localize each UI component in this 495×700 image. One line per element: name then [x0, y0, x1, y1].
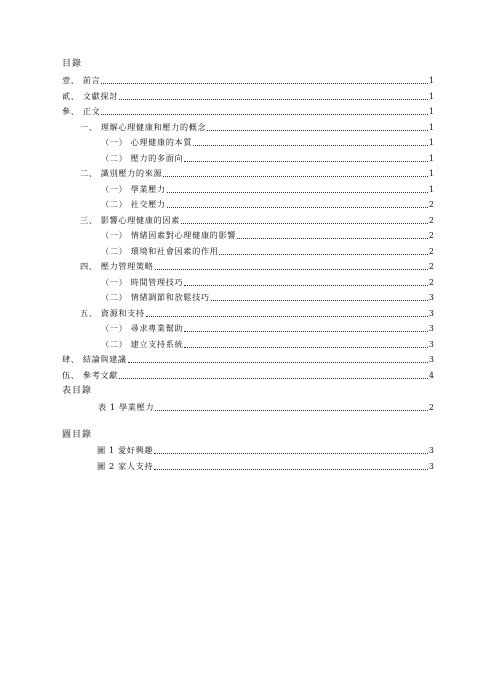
page-number: 3	[428, 355, 434, 364]
page-number: 1	[428, 169, 434, 178]
page-number: 1	[428, 92, 434, 101]
page-number: 3	[428, 309, 434, 318]
entry-title: （一） 時間管理技巧	[101, 277, 184, 287]
toc-entry[interactable]	[80, 168, 434, 179]
toc-entry[interactable]	[80, 308, 434, 319]
page-number: 3	[428, 340, 434, 349]
dot-leader	[128, 362, 428, 363]
toc-entry[interactable]	[101, 323, 434, 334]
page-number: 2	[428, 231, 434, 240]
dot-leader	[119, 378, 428, 379]
entry-title: 五、 資源和支持	[80, 308, 145, 318]
toc-entry[interactable]	[101, 230, 434, 241]
page-number: 1	[428, 76, 434, 85]
page-number: 2	[428, 262, 434, 271]
page-number: 2	[428, 247, 434, 256]
entry-title: （二） 壓力的多面向	[101, 153, 184, 163]
toc-entry[interactable]	[101, 199, 434, 210]
toc-entry[interactable]	[62, 91, 434, 102]
page-number: 3	[428, 293, 434, 302]
toc-entry[interactable]	[80, 261, 434, 272]
dot-leader	[155, 410, 428, 411]
page-number: 1	[428, 123, 434, 132]
entry-title: 肆、 結論與建議	[62, 354, 127, 364]
entry-title: 伍、 參考文獻	[62, 370, 118, 380]
dot-leader	[181, 223, 428, 224]
toc-entry[interactable]	[101, 184, 434, 195]
entry-title: （二） 環境和社會因素的作用	[101, 246, 219, 256]
toc-entry[interactable]	[101, 246, 434, 257]
toc-entry[interactable]	[62, 106, 434, 117]
dot-leader	[154, 453, 428, 454]
page-number: 3	[428, 462, 434, 471]
page-number: 2	[428, 403, 434, 412]
dot-leader	[184, 161, 428, 162]
dot-leader	[154, 469, 428, 470]
figure-list-entry[interactable]	[97, 445, 434, 456]
figure-list-heading: 圖目錄	[62, 430, 93, 440]
dot-leader	[119, 99, 428, 100]
page-number: 1	[428, 138, 434, 147]
entry-title: （二） 情緒調節和放鬆技巧	[101, 292, 210, 302]
toc-entry[interactable]	[101, 292, 434, 303]
entry-title: （一） 學業壓力	[101, 184, 166, 194]
entry-title: （一） 情緒因素對心理健康的影響	[101, 230, 237, 240]
dot-leader	[207, 130, 428, 131]
toc-entry[interactable]	[101, 137, 434, 148]
page-number: 1	[428, 185, 434, 194]
dot-leader	[163, 176, 428, 177]
dot-leader	[167, 207, 428, 208]
entry-title: 二、 識別壓力的來源	[80, 168, 163, 178]
entry-title: 貳、 文獻探討	[62, 91, 118, 101]
page-number: 3	[428, 446, 434, 455]
dot-leader	[101, 83, 428, 84]
entry-title: 圖 2 家人支持	[97, 461, 154, 471]
entry-title: 參、 正文	[62, 106, 101, 116]
entry-title: （一） 尋求專業幫助	[101, 323, 184, 333]
page-number: 2	[428, 200, 434, 209]
table-list-entry[interactable]	[98, 402, 434, 413]
page-number: 1	[428, 154, 434, 163]
page-number: 3	[428, 324, 434, 333]
page-number: 1	[428, 107, 434, 116]
toc-entry[interactable]	[62, 354, 434, 365]
dot-leader	[237, 238, 428, 239]
dot-leader	[211, 300, 428, 301]
entry-title: 圖 1 愛好興趣	[97, 445, 154, 455]
toc-entry[interactable]	[80, 215, 434, 226]
dot-leader	[167, 192, 428, 193]
entry-title: 四、 壓力管理策略	[80, 261, 154, 271]
toc-entry[interactable]	[101, 277, 434, 288]
toc-entry[interactable]	[62, 370, 434, 381]
entry-title: （一） 心理健康的本質	[101, 137, 193, 147]
page-number: 2	[428, 216, 434, 225]
entry-title: 一、 理解心理健康和壓力的概念	[80, 122, 207, 132]
entry-title: （二） 建立支持系統	[101, 339, 184, 349]
figure-list-entry[interactable]	[97, 461, 434, 472]
dot-leader	[184, 347, 428, 348]
dot-leader	[155, 269, 428, 270]
toc-entry[interactable]	[62, 75, 434, 86]
dot-leader	[219, 254, 427, 255]
dot-leader	[184, 331, 428, 332]
toc-entry[interactable]	[101, 339, 434, 350]
page-number: 4	[428, 371, 434, 380]
dot-leader	[184, 285, 428, 286]
dot-leader	[101, 114, 428, 115]
page-number: 2	[428, 278, 434, 287]
entry-title: 三、 影響心理健康的因素	[80, 215, 180, 225]
entry-title: （二） 社交壓力	[101, 199, 166, 209]
entry-title: 壹、 前言	[62, 75, 101, 85]
toc-entry[interactable]	[101, 153, 434, 164]
toc-heading: 目錄	[62, 59, 83, 69]
entry-title: 表 1 學業壓力	[98, 402, 155, 412]
dot-leader	[193, 145, 428, 146]
table-list-heading: 表目錄	[62, 386, 93, 396]
toc-entry[interactable]	[80, 122, 434, 133]
dot-leader	[146, 316, 428, 317]
